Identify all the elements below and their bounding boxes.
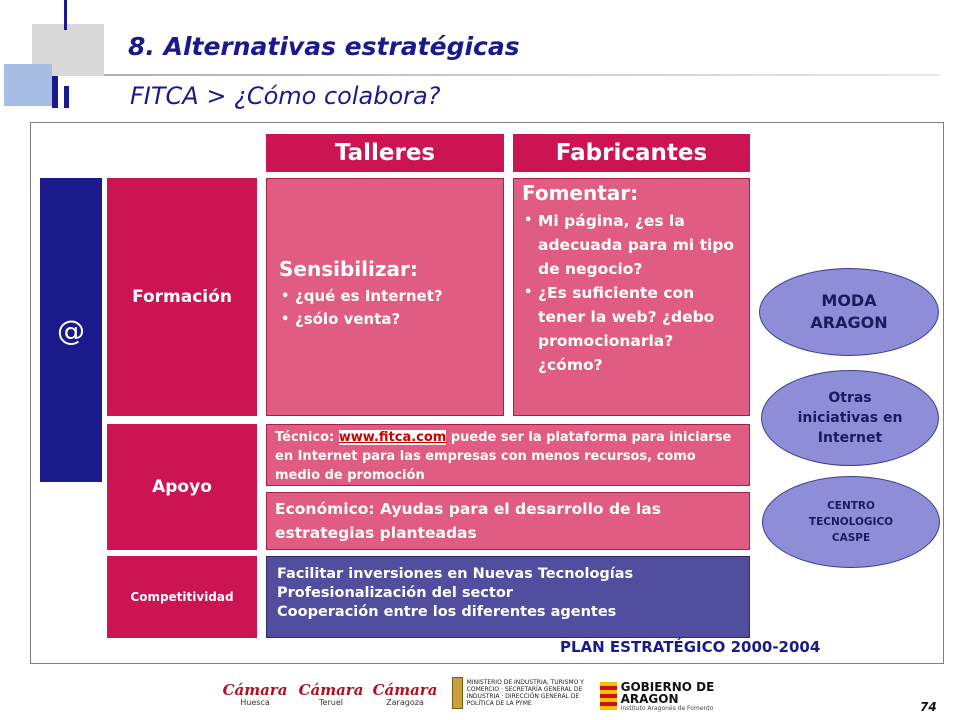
ministerio-text: MINISTERIO DE INDUSTRIA, TURISMO Y COMERCIO · SECRETARÍA GENERAL DE INDUSTRIA · DIRECCIÓN GENERAL DE POLÍTICA DE LA PYME [466,679,584,707]
column-header-fabricantes: Fabricantes [513,134,750,172]
camara-wordmark: Cámara [298,681,364,699]
oval-moda-aragon [759,268,939,356]
decor-horizontal-rule [104,74,940,76]
camara-wordmark: Cámara [372,681,438,699]
sensibilizar-box [266,178,504,416]
gobierno-aragon-logo [600,676,720,716]
gobierno-subtext: Instituto Aragonés de Fomento [620,704,714,712]
coat-of-arms-icon [452,677,463,709]
plan-estrategico-label: PLAN ESTRATÉGICO 2000-2004 [560,638,821,656]
decor-vertical-line-lower [64,86,69,108]
decor-white-square [52,76,104,108]
ministerio-logo [452,678,587,708]
camara-city: Zaragoza [386,698,424,707]
oval-centro-label: CENTRO TECNOLOGICO CASPE [808,500,894,544]
page-subtitle: FITCA > ¿Cómo colabora? [130,82,441,110]
tecnico-label: Técnico: [275,430,339,445]
sensibilizar-heading: Sensibilizar: [279,257,418,281]
aragon-flag-icon [600,682,617,710]
competitividad-line: Profesionalización del sector [277,585,513,601]
apoyo-economico-box: Económico: Ayudas para el desarrollo de las estrategias planteadas [266,492,750,550]
apoyo-tecnico-box [266,424,750,486]
fomentar-bullet: • Mi página, ¿es la adecuada para mi tipo de negocio? [522,209,741,281]
camara-huesca-logo [222,682,288,707]
internet-at-bar: @ [40,178,102,482]
fitca-link[interactable]: www.fitca.com [338,430,447,445]
page-number: 74 [920,700,937,714]
oval-otras-iniciativas [761,370,939,466]
oval-centro-tecnologico [762,476,940,568]
column-header-talleres: Talleres [266,134,504,172]
decor-blue-square [4,64,52,106]
camara-zaragoza-logo [372,682,438,707]
page-title: 8. Alternativas estratégicas [128,32,520,61]
row-label-competitividad: Competitividad [107,556,257,638]
fomentar-box [513,178,750,416]
fomentar-bullet: • ¿Es suficiente con tener la web? ¿debo promocionarla? ¿cómo? [522,281,741,377]
tecnico-text: puede ser la plataforma para iniciarse en Internet para las empresas con menos recursos, como medio de promoción [275,430,732,483]
camara-city: Huesca [240,698,270,707]
sensibilizar-bullet: • ¿qué es Internet? [279,285,493,308]
oval-moda-label: MODA ARAGON [810,291,888,332]
competitividad-line: Cooperación entre los diferentes agentes [277,604,617,620]
gobierno-text: GOBIERNO DE ARAGON [620,679,715,706]
fomentar-list [522,209,741,377]
row-label-formacion: Formación [107,178,257,416]
oval-otras-label: Otras iniciativas en Internet [797,390,903,446]
decor-vertical-line [64,0,67,30]
sensibilizar-list [279,285,493,331]
competitividad-box [266,556,750,638]
camara-wordmark: Cámara [222,681,288,699]
camara-teruel-logo [298,682,364,707]
competitividad-line: Facilitar inversiones en Nuevas Tecnologías [277,566,634,582]
sensibilizar-bullet: • ¿sólo venta? [279,308,493,331]
row-label-apoyo: Apoyo [107,424,257,550]
fomentar-heading: Fomentar: [522,181,639,205]
camara-city: Teruel [319,698,343,707]
